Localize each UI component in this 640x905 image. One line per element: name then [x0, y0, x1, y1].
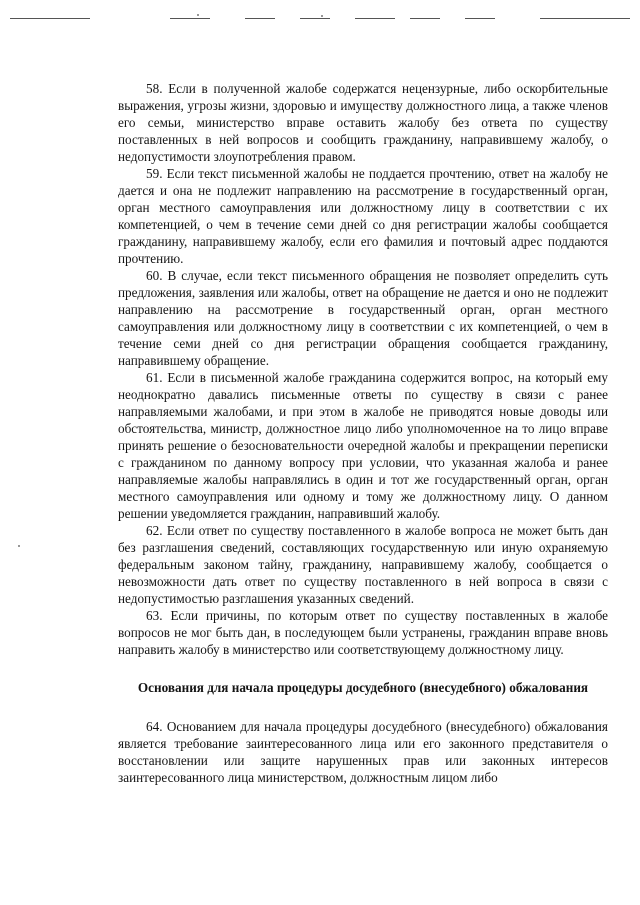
paragraph-62: 62. Если ответ по существу поставленного в жалобе вопроса не может быть дан без разглашения сведений, составляющих государственную или иную охраняемую федеральным законом тайну, гражданину, направившему жалобу, сообщается о невозможности дать ответ по существу поставленного в ней вопроса в связи с недопустимостью разглашения указанных сведений.	[118, 523, 608, 606]
scan-speck	[197, 14, 199, 16]
paragraph-59: 59. Если текст письменной жалобы не поддается прочтению, ответ на жалобу не дается и она не подлежит направлению на рассмотрение в государственный орган, орган местного самоуправления или должностному лицу в соответствии с их компетенцией, о чем в течение семи дней со дня регистрации жалобы сообщается гражданину, направившему жалобу, если его фамилия и почтовый адрес поддаются прочтению.	[118, 166, 608, 266]
paragraph-64: 64. Основанием для начала процедуры досудебного (внесудебного) обжалования является требование заинтересованного лица или его законного представителя о восстановлении или защите нарушенных прав или законных интересов заинтересованного лица министерством, должностным лицом либо	[118, 719, 608, 785]
scan-speck	[321, 15, 323, 17]
paragraph-60: 60. В случае, если текст письменного обращения не позволяет определить суть предложения, заявления или жалобы, ответ на обращение не дается и оно не подлежит направлению на рассмотрение в государственный орган, орган местного самоуправления или должностному лицу в соответствии с их компетенцией, о чем в течение семи дней со дня регистрации обращения сообщается гражданину, направившему обращение.	[118, 268, 608, 368]
section-heading: Основания для начала процедуры досудебного (внесудебного) обжалования	[137, 680, 589, 695]
scan-top-rule	[10, 18, 630, 24]
paragraph-63: 63. Если причины, по которым ответ по существу поставленных в жалобе вопросов не мог быть дан, в последующем были устранены, гражданин вправе вновь направить жалобу в министерство или соответствующему должностному лицу.	[118, 608, 608, 657]
scan-speck	[18, 545, 20, 547]
paragraph-58: 58. Если в полученной жалобе содержатся нецензурные, либо оскорбительные выражения, угрозы жизни, здоровью и имуществу должностного лица, а также членов его семьи, министерство вправе оставить жалобу без ответа по существу поставленных в ней вопросов и сообщить гражданину, направившему жалобу, о недопустимости злоупотребления правом.	[118, 81, 608, 164]
paragraph-61: 61. Если в письменной жалобе гражданина содержится вопрос, на который ему неоднократно давались письменные ответы по существу в связи с ранее направляемыми жалобами, и при этом в жалобе не приводятся новые доводы или обстоятельства, министр, должностное лицо либо уполномоченное на то лицо вправе принять решение о безосновательности очередной жалобы и прекращении переписки с гражданином по данному вопросу при условии, что указанная жалоба и ранее направляемые жалобы направлялись в один и тот же государственный орган, орган местного самоуправления или одному и тому же должностному лицу. О данном решении уведомляется гражданин, направивший жалобу.	[118, 370, 608, 521]
document-page	[118, 80, 608, 786]
